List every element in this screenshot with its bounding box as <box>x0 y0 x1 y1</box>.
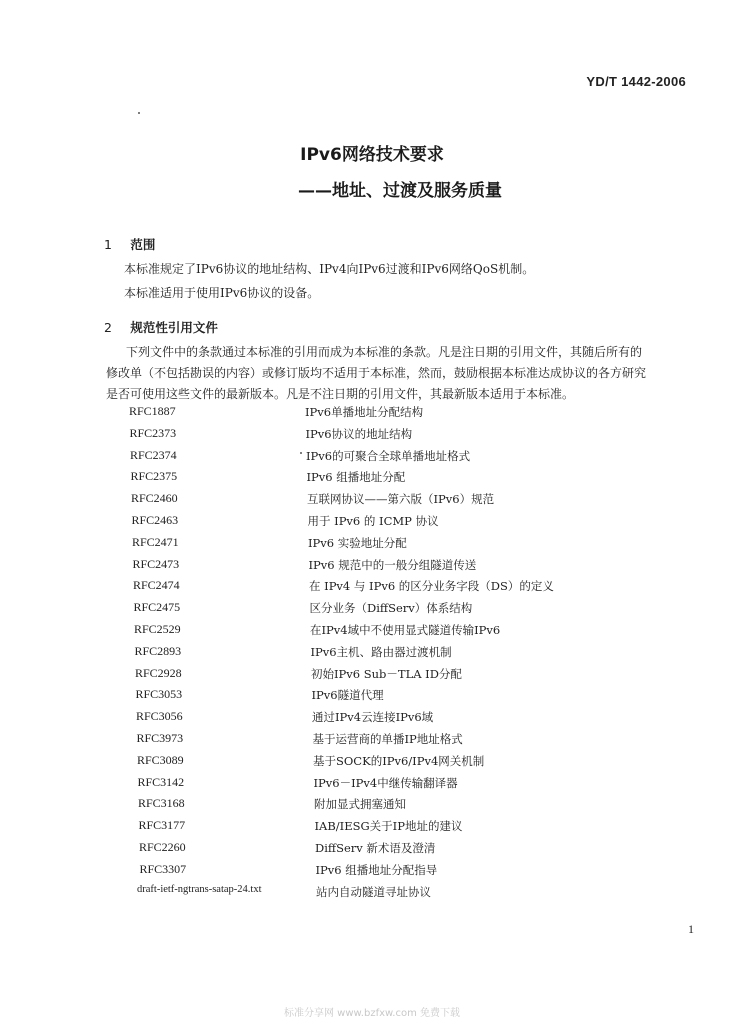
reference-row <box>0 557 744 579</box>
section-heading-scope <box>104 235 155 253</box>
reference-code: RFC2928 <box>135 665 182 680</box>
document-title: IPv6网络技术要求 <box>300 145 444 165</box>
reference-code: RFC2463 <box>131 513 179 527</box>
reference-code: RFC2474 <box>133 578 180 593</box>
reference-code: RFC3307 <box>139 861 187 876</box>
reference-row <box>0 731 744 753</box>
reference-title: IPv6隧道代理 <box>311 688 384 703</box>
reference-row <box>0 862 744 884</box>
references-intro-line: 下列文件中的条款通过本标准的引用而成为本标准的条款。凡是注日期的引用文件，其随后所有的 <box>126 345 643 359</box>
reference-code: RFC2529 <box>134 622 181 636</box>
reference-title: DiffServ 新术语及澄清 <box>315 841 436 855</box>
reference-code: RFC2893 <box>134 643 182 658</box>
reference-row <box>0 644 744 666</box>
reference-row <box>0 666 744 688</box>
reference-row <box>0 578 744 600</box>
reference-code: RFC2475 <box>133 600 181 615</box>
section-number: 2 <box>104 320 112 335</box>
page-number: 1 <box>688 922 694 936</box>
reference-code: draft-ietf-ngtrans-satap-24.txt <box>137 883 262 895</box>
reference-row <box>0 426 744 448</box>
reference-code: RFC1887 <box>129 404 176 418</box>
reference-row <box>0 840 744 862</box>
reference-code: RFC3053 <box>135 687 183 702</box>
reference-code: RFC2473 <box>132 556 180 571</box>
reference-row <box>0 448 744 470</box>
reference-row <box>0 687 744 709</box>
references-intro-line: 是否可使用这些文件的最新版本。凡是不注日期的引用文件，其最新版本适用于本标准。 <box>106 387 575 401</box>
reference-row <box>0 709 744 731</box>
reference-row <box>0 818 744 840</box>
standard-code: YD/T 1442-2006 <box>586 74 686 89</box>
reference-code: RFC2373 <box>129 425 177 440</box>
reference-title: IPv6的可聚合全球单播地址格式 <box>306 448 471 463</box>
reference-title: 互联网协议——第六版（IPv6）规范 <box>307 492 495 507</box>
reference-title: IPv6单播地址分配结构 <box>305 405 424 419</box>
references-intro-line: 修改单（不包括勘误的内容）或修订版均不适用于本标准，然而，鼓励根据本标准达成协议的各方研究 <box>106 366 647 380</box>
reference-row <box>0 884 744 906</box>
reference-code: RFC3168 <box>138 796 185 811</box>
reference-row <box>0 775 744 797</box>
reference-code: RFC3056 <box>136 709 183 724</box>
reference-code: RFC2471 <box>132 534 179 549</box>
reference-title: IPv6 规范中的一般分组隧道传送 <box>308 557 477 572</box>
reference-row <box>0 404 744 426</box>
reference-code: RFC2460 <box>131 491 178 506</box>
document-subtitle: ——地址、过渡及服务质量 <box>298 181 502 201</box>
reference-row <box>0 753 744 775</box>
reference-row <box>0 796 744 818</box>
section-heading-references <box>104 318 218 336</box>
reference-row <box>0 535 744 557</box>
reference-row <box>0 469 744 491</box>
reference-code: RFC3177 <box>138 818 186 833</box>
scan-speck <box>138 112 140 114</box>
scope-paragraph: 本标准规定了IPv6协议的地址结构、IPv4向IPv6过渡和IPv6网络QoS机制。 <box>124 262 535 276</box>
reference-title: IPv6 组播地址分配指导 <box>315 862 438 877</box>
reference-code: RFC2374 <box>130 447 177 462</box>
reference-title: 通过IPv4云连接IPv6域 <box>312 710 434 725</box>
reference-row <box>0 600 744 622</box>
reference-code: RFC2375 <box>130 469 178 484</box>
reference-title: 基于SOCK的IPv6/IPv4网关机制 <box>313 753 485 768</box>
reference-title: 附加显式拥塞通知 <box>314 797 406 812</box>
reference-title: IPv6协议的地址结构 <box>305 426 413 441</box>
watermark: 标准分享网 www.bzfxw.com 免费下载 <box>284 1008 460 1019</box>
reference-row <box>0 622 744 644</box>
section-title: 范围 <box>130 237 156 252</box>
reference-code: RFC3142 <box>137 774 185 789</box>
reference-title: 在IPv4域中不使用显式隧道传输IPv6 <box>310 623 501 637</box>
reference-title: 区分业务（DiffServ）体系结构 <box>309 601 473 616</box>
reference-title: 用于 IPv6 的 ICMP 协议 <box>307 514 439 528</box>
reference-title: 站内自动隧道寻址协议 <box>316 884 431 899</box>
reference-code: RFC2260 <box>139 840 186 854</box>
section-title: 规范性引用文件 <box>130 320 218 335</box>
reference-code: RFC3973 <box>136 731 184 745</box>
reference-title: 在 IPv4 与 IPv6 的区分业务字段（DS）的定义 <box>309 579 554 594</box>
reference-title: IPv6主机、路由器过渡机制 <box>310 644 452 659</box>
reference-row <box>0 513 744 535</box>
reference-row <box>0 491 744 513</box>
reference-title: 基于运营商的单播IP地址格式 <box>312 732 463 746</box>
scope-paragraph: 本标准适用于使用IPv6协议的设备。 <box>124 286 320 300</box>
reference-title: 初始IPv6 Sub－TLA ID分配 <box>311 666 462 681</box>
reference-code: RFC3089 <box>137 752 184 767</box>
reference-title: IPv6－IPv4中继传输翻译器 <box>313 775 458 790</box>
reference-title: IPv6 实验地址分配 <box>308 535 407 550</box>
reference-title: IPv6 组播地址分配 <box>306 470 406 485</box>
reference-title: IAB/IESG关于IP地址的建议 <box>314 819 463 834</box>
section-number: 1 <box>104 237 112 252</box>
